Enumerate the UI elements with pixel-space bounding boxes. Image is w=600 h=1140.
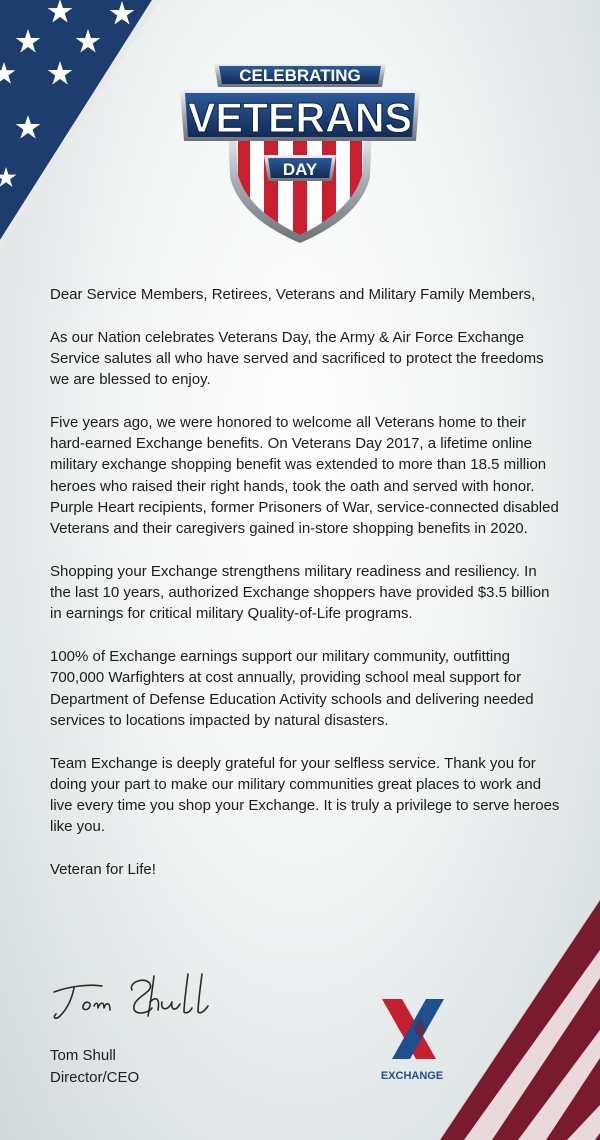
badge-top-text: CELEBRATING — [239, 66, 361, 85]
letter-closing: Veteran for Life! — [50, 861, 156, 879]
flag-corner-decoration — [0, 0, 160, 250]
veterans-day-badge — [172, 55, 428, 243]
letter-paragraph: Five years ago, we were honored to welcome all Veterans home to their hard-earned Exchange benefits. On Veterans Day 2017, a lifetime online military exchange shopping benefit was extended to more than 18.5 million heroes who raised their right hands, took the oath and served with honor. Purple Heart recipients, former Prisoners of War, service-connected disabled Veterans and their caregivers gained in-store shopping benefits in 2020. — [50, 413, 559, 538]
letter-paragraph: 100% of Exchange earnings support our military community, outfitting 700,000 Warfighters at cost annually, providing school meal support for Department of Defense Education Activity schools and delivering needed services to locations impacted by natural disasters. — [50, 648, 534, 729]
badge-main-text: VETERANS — [188, 94, 412, 141]
handwritten-signature — [50, 966, 230, 1026]
letter-body — [50, 284, 560, 902]
badge-bottom-text: DAY — [282, 160, 318, 179]
letter-greeting: Dear Service Members, Retirees, Veterans and Military Family Members, — [50, 286, 536, 303]
letter-paragraph: As our Nation celebrates Veterans Day, the Army & Air Force Exchange Service salutes all who have served and sacrificed to protect the freedoms we are blessed to enjoy. — [50, 328, 544, 389]
signer-block — [50, 1045, 139, 1089]
stripes-corner-decoration — [440, 900, 600, 1140]
signer-title: Director/CEO — [50, 1069, 140, 1086]
logo-label: EXCHANGE — [380, 1070, 444, 1082]
letter-paragraph: Team Exchange is deeply grateful for your selfless service. Thank you for doing your part to make our military communities great places to work and live every time you shop your Exchange. It is truly a privilege to serve heroes like you. — [50, 754, 560, 836]
letter-paragraph: Shopping your Exchange strengthens military readiness and resiliency. In the last 10 years, authorized Exchange shoppers have provided $3.5 billion in earnings for critical military Quality-of-Life programs. — [50, 562, 550, 623]
exchange-logo — [374, 995, 450, 1085]
signer-name: Tom Shull — [50, 1047, 116, 1064]
